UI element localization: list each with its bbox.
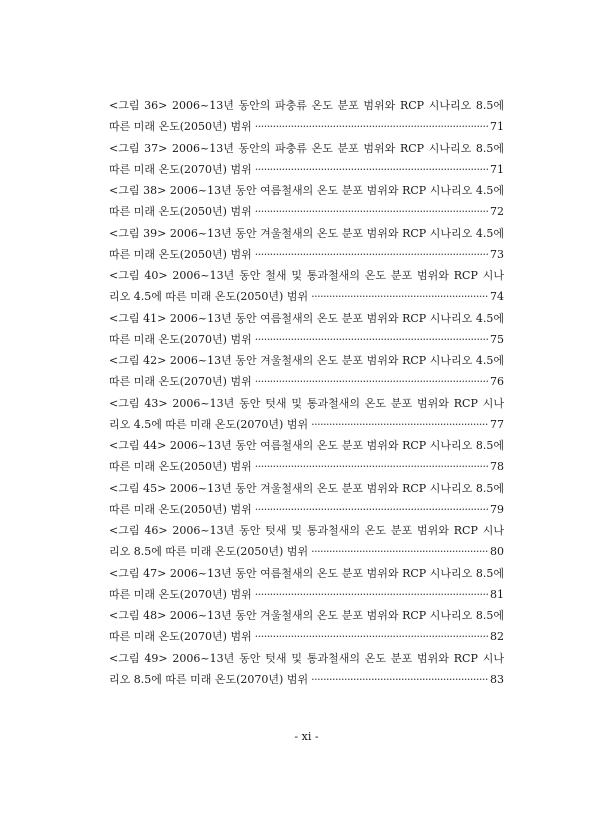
entry-caption-continuation: 따른 미래 온도(2050년) 범위 bbox=[109, 460, 252, 474]
toc-entry-fig-44[interactable] bbox=[109, 435, 504, 478]
entry-caption-line: <그림 40> 2006~13년 동안 철새 및 통과철새의 온도 분포 범위와 RCP 시나 bbox=[109, 269, 504, 282]
entry-continuation-row bbox=[109, 286, 504, 307]
dot-leader bbox=[255, 329, 488, 350]
toc-entry-fig-36[interactable] bbox=[109, 95, 504, 138]
entry-caption-line: <그림 37> 2006~13년 동안의 파충류 온도 분포 범위와 RCP 시나리오 8.5에 bbox=[109, 141, 504, 155]
dot-leader bbox=[311, 669, 488, 690]
entry-caption-continuation: 리오 8.5에 따른 미래 온도(2070년) 범위 bbox=[109, 672, 309, 686]
entry-continuation-row bbox=[109, 499, 504, 520]
dot-leader bbox=[311, 286, 488, 307]
entry-continuation-row bbox=[109, 201, 504, 222]
page-number: 79 bbox=[490, 502, 504, 516]
dot-leader bbox=[255, 201, 488, 222]
dot-leader bbox=[255, 456, 488, 477]
entry-caption-continuation: 따른 미래 온도(2070년) 범위 bbox=[109, 375, 252, 389]
entry-caption-continuation: 따른 미래 온도(2070년) 범위 bbox=[109, 630, 252, 644]
entry-caption-line: <그림 39> 2006~13년 동안 겨울철새의 온도 분포 범위와 RCP 시나리오 4.5에 bbox=[109, 226, 504, 240]
entry-caption-continuation: 따른 미래 온도(2070년) 범위 bbox=[109, 332, 252, 346]
entry-continuation-row bbox=[109, 371, 504, 392]
entry-caption-continuation: 리오 4.5에 따른 미래 온도(2050년) 범위 bbox=[109, 290, 309, 304]
page-number: 75 bbox=[490, 332, 504, 346]
figure-list bbox=[109, 95, 504, 690]
page-number: 72 bbox=[490, 205, 504, 219]
entry-caption-continuation: 따른 미래 온도(2050년) 범위 bbox=[109, 502, 252, 516]
toc-entry-fig-41[interactable] bbox=[109, 308, 504, 351]
entry-caption-line: <그림 41> 2006~13년 동안 여름철새의 온도 분포 범위와 RCP 시나리오 4.5에 bbox=[109, 311, 504, 325]
entry-caption-line: <그림 49> 2006~13년 동안 텃새 및 통과철새의 온도 분포 범위와 RCP 시나 bbox=[109, 651, 504, 665]
toc-entry-fig-40[interactable] bbox=[109, 265, 504, 308]
toc-entry-fig-47[interactable] bbox=[109, 563, 504, 606]
entry-caption-line: <그림 46> 2006~13년 동안 텃새 및 통과철새의 온도 분포 범위와 RCP 시나 bbox=[109, 524, 504, 537]
toc-entry-fig-39[interactable] bbox=[109, 223, 504, 266]
entry-continuation-row bbox=[109, 329, 504, 350]
toc-entry-fig-42[interactable] bbox=[109, 350, 504, 393]
entry-caption-line: <그림 38> 2006~13년 동안 여름철새의 온도 분포 범위와 RCP 시나리오 4.5에 bbox=[109, 184, 504, 197]
page-number: 71 bbox=[490, 162, 504, 176]
entry-continuation-row bbox=[109, 159, 504, 180]
entry-continuation-row bbox=[109, 541, 504, 562]
toc-entry-fig-37[interactable] bbox=[109, 138, 504, 181]
entry-caption-continuation: 리오 4.5에 따른 미래 온도(2070년) 범위 bbox=[109, 417, 309, 431]
page-number: 74 bbox=[490, 290, 504, 304]
dot-leader bbox=[311, 414, 488, 435]
entry-caption-line: <그림 36> 2006~13년 동안의 파충류 온도 분포 범위와 RCP 시나리오 8.5에 bbox=[109, 99, 504, 112]
page-number: 78 bbox=[490, 460, 504, 474]
page-number: 83 bbox=[490, 672, 504, 686]
entry-caption-continuation: 따른 미래 온도(2050년) 범위 bbox=[109, 120, 252, 134]
dot-leader bbox=[255, 499, 488, 520]
entry-caption-line: <그림 47> 2006~13년 동안 여름철새의 온도 분포 범위와 RCP 시나리오 8.5에 bbox=[109, 566, 504, 580]
entry-continuation-row bbox=[109, 116, 504, 137]
page-number: 81 bbox=[490, 587, 504, 601]
entry-caption-line: <그림 42> 2006~13년 동안 겨울철새의 온도 분포 범위와 RCP 시나리오 4.5에 bbox=[109, 354, 504, 367]
page-number: 80 bbox=[490, 545, 504, 559]
entry-continuation-row bbox=[109, 414, 504, 435]
page-number: 82 bbox=[490, 630, 504, 644]
entry-continuation-row bbox=[109, 584, 504, 605]
entry-caption-continuation: 따른 미래 온도(2050년) 범위 bbox=[109, 247, 252, 261]
dot-leader bbox=[255, 116, 488, 137]
toc-entry-fig-38[interactable] bbox=[109, 180, 504, 223]
page-number: 76 bbox=[490, 375, 504, 389]
page-number: 73 bbox=[490, 247, 504, 261]
entry-caption-line: <그림 48> 2006~13년 동안 겨울철새의 온도 분포 범위와 RCP 시나리오 8.5에 bbox=[109, 609, 504, 622]
entry-continuation-row bbox=[109, 626, 504, 647]
entry-continuation-row bbox=[109, 456, 504, 477]
page-number: 71 bbox=[490, 120, 504, 134]
page-footer-number: - xi - bbox=[294, 730, 319, 743]
page-number: 77 bbox=[490, 417, 504, 431]
toc-entry-fig-49[interactable] bbox=[109, 648, 504, 691]
toc-entry-fig-43[interactable] bbox=[109, 393, 504, 436]
toc-entry-fig-46[interactable] bbox=[109, 520, 504, 563]
entry-caption-continuation: 따른 미래 온도(2070년) 범위 bbox=[109, 162, 252, 176]
entry-continuation-row bbox=[109, 669, 504, 690]
dot-leader bbox=[311, 541, 488, 562]
dot-leader bbox=[255, 244, 488, 265]
entry-caption-line: <그림 45> 2006~13년 동안 겨울철새의 온도 분포 범위와 RCP 시나리오 8.5에 bbox=[109, 481, 504, 495]
entry-caption-continuation: 따른 미래 온도(2050년) 범위 bbox=[109, 205, 252, 219]
toc-entry-fig-45[interactable] bbox=[109, 478, 504, 521]
dot-leader bbox=[255, 584, 488, 605]
toc-entry-fig-48[interactable] bbox=[109, 605, 504, 648]
dot-leader bbox=[255, 159, 488, 180]
entry-caption-continuation: 리오 8.5에 따른 미래 온도(2050년) 범위 bbox=[109, 545, 309, 559]
entry-continuation-row bbox=[109, 244, 504, 265]
dot-leader bbox=[255, 371, 488, 392]
dot-leader bbox=[255, 626, 488, 647]
entry-caption-continuation: 따른 미래 온도(2070년) 범위 bbox=[109, 587, 252, 601]
entry-caption-line: <그림 44> 2006~13년 동안 여름철새의 온도 분포 범위와 RCP 시나리오 8.5에 bbox=[109, 439, 504, 452]
entry-caption-line: <그림 43> 2006~13년 동안 텃새 및 통과철새의 온도 분포 범위와 RCP 시나 bbox=[109, 396, 504, 410]
